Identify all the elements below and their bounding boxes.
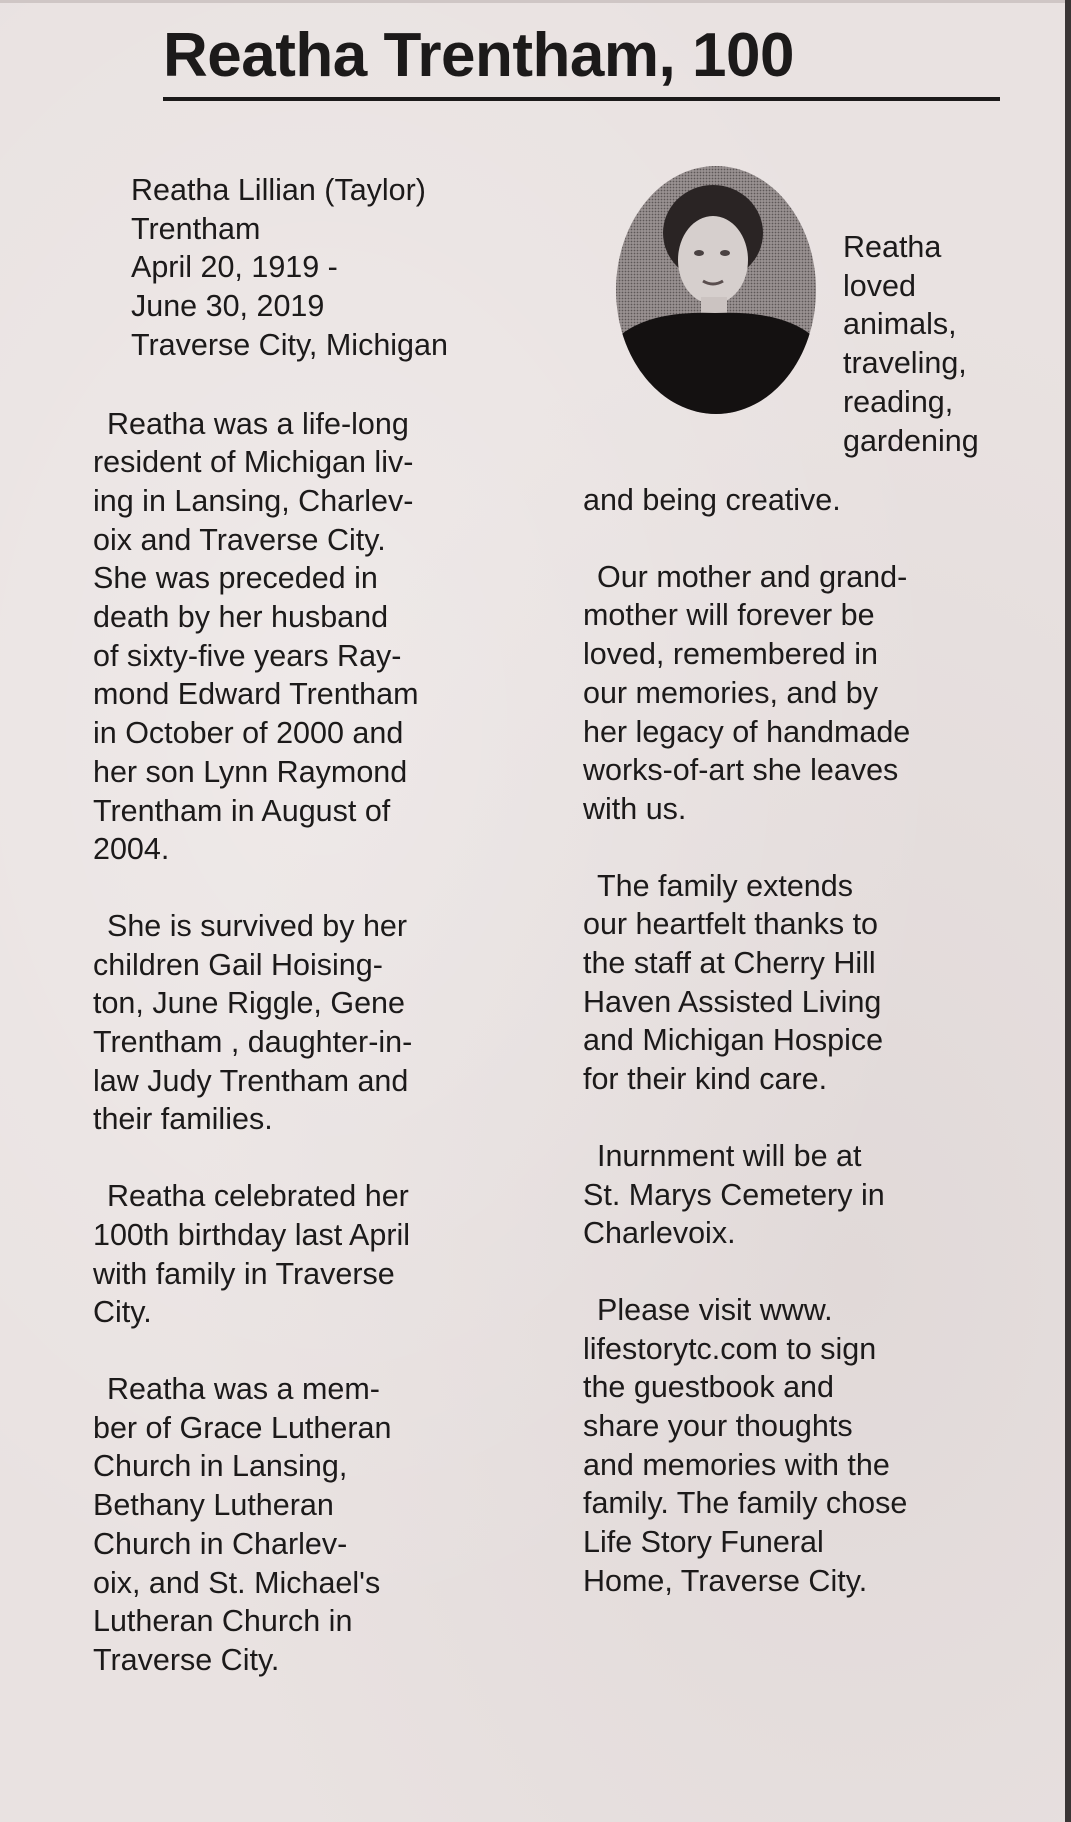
right-column	[583, 481, 1043, 1601]
portrait-photo	[615, 165, 817, 415]
photo-wrap-text: Reatha loved animals, traveling, reading, gardening	[843, 230, 979, 458]
paragraph-birthday: Reatha celebrated her 100th birthday last April with family in Traverse City.	[93, 1179, 411, 1330]
paper-top-edge	[0, 0, 1071, 3]
obituary-headline: Reatha Trentham, 100	[163, 21, 794, 90]
paragraph-legacy: Our mother and grand- mother will forever be loved, remembered in our memories, and by her legacy of handmade works-of-art she leaves with us.	[583, 559, 911, 826]
paper-right-edge	[1065, 0, 1071, 1822]
paragraph-church: Reatha was a mem- ber of Grace Lutheran Church in Lansing, Bethany Lutheran Church in Charlev- oix, and St. Michael's Lutheran Church in Traverse City.	[93, 1371, 392, 1677]
paragraph-residence: Reatha was a life-long resident of Michigan liv- ing in Lansing, Charlev- oix and Traverse City. She was preceded in death by her husband of sixty-five years Ray- mond Edward Trentham in October of 2000 and her son Lynn Raymond Trentham in August of 2004.	[93, 406, 419, 867]
paragraph-creative: and being creative.	[583, 483, 841, 517]
paragraph-inurnment: Inurnment will be at St. Marys Cemetery in Charlevoix.	[583, 1138, 885, 1251]
paragraph-guestbook: Please visit www. lifestorytc.com to sign the guestbook and share your thoughts and memories with the family. The family chose Life Story Funeral Home, Traverse City.	[583, 1292, 908, 1598]
paragraph-survivors: She is survived by her children Gail Hoising- ton, June Riggle, Gene Trentham , daughter-in- law Judy Trentham and their families.	[93, 908, 413, 1137]
obituary-info: Reatha Lillian (Taylor) Trentham April 20, 1919 - June 30, 2019 Traverse City, Michigan	[131, 173, 448, 362]
headline-underline	[163, 97, 1000, 101]
paragraph-thanks: The family extends our heartfelt thanks to the staff at Cherry Hill Haven Assisted Living and Michigan Hospice for their kind care.	[583, 868, 884, 1097]
left-column	[93, 171, 553, 1680]
